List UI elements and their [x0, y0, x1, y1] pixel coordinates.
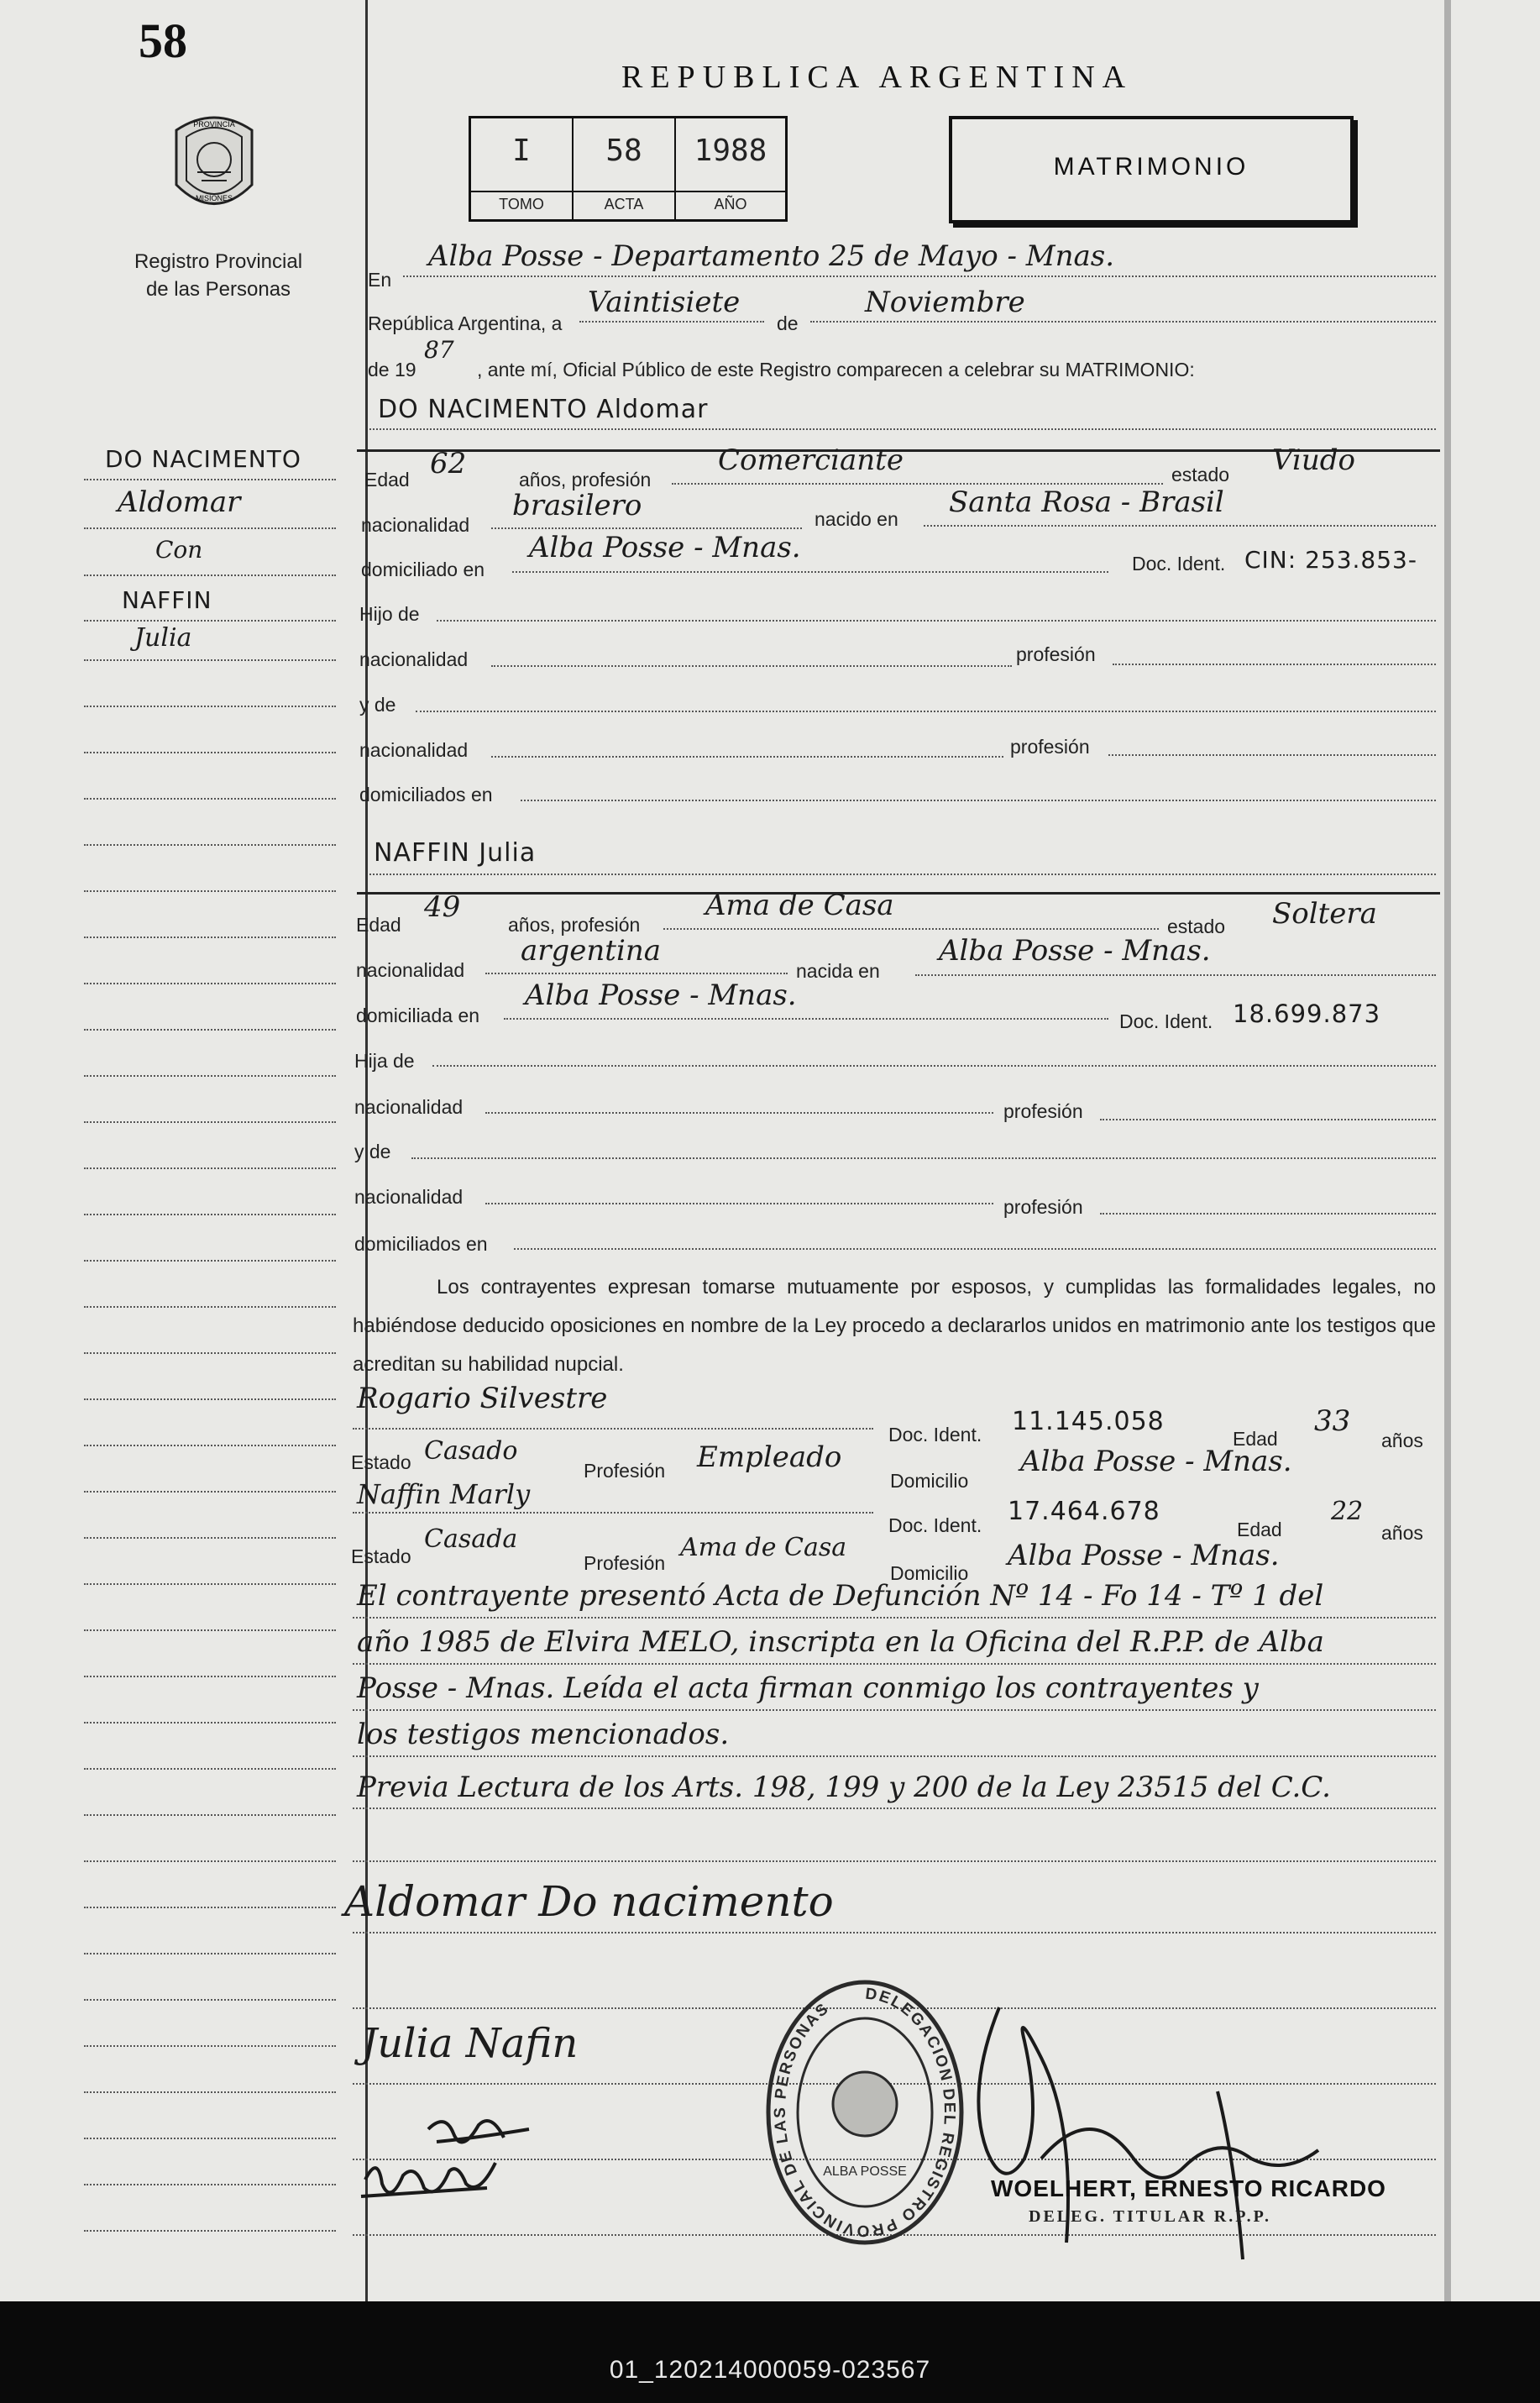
- official-seal-icon: [760, 1965, 970, 2251]
- official-stamp-name: WOELHERT, ERNESTO RICARDO: [991, 2175, 1386, 2201]
- groom-prof2-label: profesión: [1016, 643, 1096, 665]
- groom-profession: Comerciante: [718, 443, 904, 477]
- margin-note-line1: DO NACIMENTO: [105, 445, 301, 473]
- place-value: Alba Posse - Departamento 25 de Mayo - Mnas.: [428, 239, 1115, 273]
- margin-line: [84, 2184, 336, 2185]
- anio-cell: [676, 118, 785, 219]
- witness1-domicilio-label: Domicilio: [890, 1470, 969, 1492]
- year-prefix: de 19: [368, 359, 416, 380]
- groom-yde-label: y de: [359, 694, 396, 716]
- bride-nacionalidad-label: nacionalidad: [356, 959, 465, 981]
- witness2-age: 22: [1331, 1497, 1364, 1526]
- margin-line: [84, 1075, 336, 1077]
- witness1-domicile: Alba Posse - Mnas.: [1020, 1445, 1292, 1478]
- groom-domiciliado-label: domiciliado en: [361, 559, 485, 580]
- bride-separator: [357, 892, 1440, 895]
- margin-line: [84, 2230, 336, 2232]
- witness2-status: Casada: [424, 1524, 518, 1554]
- republic-label: República Argentina, a: [368, 312, 563, 334]
- note-line: [353, 1755, 1436, 1757]
- bride-yde-label: y de: [354, 1141, 391, 1162]
- witness2-profesion-label: Profesión: [584, 1552, 666, 1574]
- witness2-profession: Ama de Casa: [680, 1533, 847, 1562]
- groom-born-in: Santa Rosa - Brasil: [949, 485, 1224, 519]
- bride-nacida-label: nacida en: [796, 960, 880, 982]
- margin-line: [84, 1398, 336, 1400]
- official-stamp-title: DELEG. TITULAR R.P.P.: [1029, 2207, 1271, 2226]
- witness2-anios-label: años: [1381, 1522, 1423, 1544]
- groom-doc: CIN: 253.853-: [1244, 546, 1417, 574]
- margin-line: [84, 1722, 336, 1724]
- margin-line: [84, 1537, 336, 1539]
- groom-status: Viudo: [1272, 443, 1355, 477]
- seal-bottom-text: MISIONES: [195, 194, 233, 202]
- margin-line: [84, 1768, 336, 1770]
- bride-dom2-line: [514, 1248, 1436, 1250]
- witness2-domicile: Alba Posse - Mnas.: [1008, 1539, 1280, 1572]
- groom-born-line: [924, 525, 1436, 527]
- anio-label: AÑO: [676, 191, 785, 213]
- seal-ring-text: DELEGACION DEL REGISTRO PROVINCIAL DE LAS PERSONAS: [771, 1985, 959, 2240]
- note-line: [353, 1617, 1436, 1619]
- witness1-estado-label: Estado: [351, 1451, 411, 1473]
- witness1-profesion-label: Profesión: [584, 1460, 666, 1482]
- note-line-3: Posse - Mnas. Leída el acta firman conmigo los contrayentes y: [357, 1671, 1259, 1705]
- witness2-doc-label: Doc. Ident.: [888, 1514, 982, 1536]
- bride-nationality-line: [485, 973, 788, 974]
- act-type: MATRIMONIO: [1053, 153, 1249, 181]
- left-margin-column: [38, 0, 368, 2301]
- margin-line: [84, 1907, 336, 1908]
- groom-yde-line: [416, 711, 1436, 712]
- bride-profession: Ama de Casa: [705, 889, 894, 922]
- groom-signature: Aldomar Do nacimento: [344, 1877, 834, 1926]
- note-line: [353, 1932, 1436, 1933]
- bride-profession-line: [663, 928, 1159, 930]
- witness1-age: 33: [1314, 1404, 1351, 1438]
- groom-hijo-label: Hijo de: [359, 603, 420, 625]
- witness2-estado-label: Estado: [351, 1545, 411, 1567]
- note-line: [353, 1860, 1436, 1862]
- bride-domicile-line: [504, 1018, 1108, 1020]
- registry-name: Registro Provincial de las Personas: [134, 250, 303, 301]
- witness2-doc: 17.464.678: [1008, 1497, 1160, 1526]
- tomo-cell: [471, 118, 574, 219]
- bride-status: Soltera: [1272, 897, 1377, 931]
- groom-nac2-label: nacionalidad: [359, 648, 469, 670]
- margin-note-line3: Con: [155, 536, 203, 564]
- margin-line: [84, 479, 336, 480]
- bride-hija-label: Hija de: [354, 1050, 415, 1072]
- margin-line: [84, 1445, 336, 1446]
- note-line: [353, 1709, 1436, 1711]
- de-label: de: [777, 312, 799, 334]
- witness2-edad-label: Edad: [1237, 1519, 1282, 1540]
- margin-line: [84, 1999, 336, 2001]
- bride-born-line: [915, 974, 1436, 976]
- witness2-name: Naffin Marly: [357, 1478, 531, 1510]
- bride-edad-label: Edad: [356, 914, 401, 936]
- acta-label: ACTA: [574, 191, 674, 213]
- bride-hija-line: [432, 1065, 1436, 1067]
- groom-estado-label: estado: [1171, 464, 1230, 485]
- groom-nationality-line: [491, 527, 802, 529]
- act-type-box: [949, 116, 1354, 223]
- margin-note-line5: Julia: [134, 623, 192, 653]
- witness2-name-line: [353, 1512, 873, 1514]
- year-digits: 87: [424, 336, 454, 364]
- margin-line: [84, 2138, 336, 2139]
- note-line-2: año 1985 de Elvira MELO, inscripta en la Oficina del R.P.P. de Alba: [357, 1625, 1324, 1659]
- witness1-name: Rogario Silvestre: [357, 1382, 608, 1415]
- witness1-profession: Empleado: [697, 1440, 842, 1474]
- margin-line: [84, 2091, 336, 2093]
- place-line: [403, 275, 1436, 277]
- seal-top-text: PROVINCIA: [193, 120, 235, 129]
- bride-nac3-label: nacionalidad: [354, 1186, 464, 1208]
- margin-line: [84, 1167, 336, 1169]
- acta-cell: [574, 118, 676, 219]
- page-edge: [1444, 0, 1451, 2301]
- groom-dom2-line: [521, 800, 1436, 801]
- bride-prof3-label: profesión: [1003, 1196, 1083, 1218]
- act-number-box: [469, 116, 788, 222]
- margin-line: [84, 798, 336, 800]
- bride-born-in: Alba Posse - Mnas.: [939, 934, 1211, 968]
- bride-nationality: argentina: [521, 934, 662, 968]
- bride-nac2-line: [485, 1112, 993, 1114]
- margin-line: [84, 2045, 336, 2047]
- page-number: 58: [139, 13, 187, 68]
- groom-domicile-line: [512, 571, 1108, 573]
- witness1-status: Casado: [424, 1436, 518, 1466]
- margin-line: [84, 527, 336, 529]
- margin-line: [84, 1214, 336, 1215]
- footer-document-id: 01_120214000059-023567: [609, 2356, 931, 2384]
- margin-line: [84, 937, 336, 938]
- tomo-label: TOMO: [471, 191, 572, 213]
- margin-line: [84, 983, 336, 984]
- anio-value: 1988: [694, 134, 767, 168]
- provincial-seal-icon: [168, 105, 260, 223]
- bride-profesion-label: años, profesión: [508, 914, 641, 936]
- groom-prof3-line: [1108, 754, 1436, 756]
- witness1-doc-label: Doc. Ident.: [888, 1424, 982, 1445]
- note-line: [353, 1663, 1436, 1665]
- note-line-5: Previa Lectura de los Arts. 198, 199 y 200 de la Ley 23515 del C.C.: [357, 1771, 1331, 1804]
- footer-bar: [0, 2301, 1540, 2403]
- margin-line: [84, 844, 336, 846]
- witness1-edad-label: Edad: [1233, 1428, 1278, 1450]
- acta-value: 58: [605, 134, 642, 168]
- groom-prof3-label: profesión: [1010, 736, 1090, 758]
- margin-line: [84, 1491, 336, 1493]
- bride-name: NAFFIN Julia: [374, 838, 537, 868]
- groom-nationality: brasilero: [512, 489, 642, 522]
- groom-nacido-label: nacido en: [815, 508, 898, 530]
- groom-nac3-label: nacionalidad: [359, 739, 469, 761]
- bride-doc-label: Doc. Ident.: [1119, 1010, 1213, 1032]
- bride-domiciliada-label: domiciliada en: [356, 1005, 480, 1026]
- day-line: [579, 321, 764, 323]
- groom-profession-line: [672, 483, 1163, 485]
- bride-dom2-label: domiciliados en: [354, 1233, 488, 1255]
- witness2-domicilio-label: Domicilio: [890, 1562, 969, 1584]
- note-line-4: los testigos mencionados.: [357, 1718, 730, 1751]
- note-line-1: El contrayente presentó Acta de Defunción Nº 14 - Fo 14 - Tº 1 del: [357, 1579, 1324, 1613]
- month-line: [810, 321, 1436, 323]
- bride-prof2-line: [1100, 1119, 1436, 1120]
- bride-name-line: [369, 874, 1436, 875]
- margin-line: [84, 1676, 336, 1677]
- margin-line: [84, 659, 336, 661]
- margin-note-line4: NAFFIN: [122, 586, 212, 614]
- margin-line: [84, 1814, 336, 1816]
- witness1-doc: 11.145.058: [1012, 1407, 1165, 1436]
- groom-nacionalidad-label: nacionalidad: [361, 514, 470, 536]
- bride-age: 49: [424, 890, 461, 924]
- bride-doc: 18.699.873: [1233, 1000, 1381, 1028]
- margin-line: [84, 1352, 336, 1354]
- margin-line: [84, 575, 336, 576]
- bride-signature: Julia Nafin: [361, 2020, 579, 2067]
- note-line: [353, 1807, 1436, 1809]
- bride-nac2-label: nacionalidad: [354, 1096, 464, 1118]
- month-value: Noviembre: [865, 286, 1025, 319]
- margin-line: [84, 1953, 336, 1954]
- groom-nac3-line: [491, 756, 1003, 758]
- bride-domicile: Alba Posse - Mnas.: [525, 979, 797, 1012]
- margin-line: [84, 1121, 336, 1123]
- witness1-anios-label: años: [1381, 1430, 1423, 1451]
- margin-line: [84, 620, 336, 622]
- margin-note-line2: Aldomar: [118, 485, 241, 519]
- bride-prof3-line: [1100, 1213, 1436, 1215]
- intro-statement: , ante mí, Oficial Público de este Registro comparecen a celebrar su MATRIMONIO:: [477, 359, 1195, 380]
- margin-line: [84, 706, 336, 707]
- groom-age: 62: [430, 447, 467, 480]
- margin-line: [84, 1260, 336, 1262]
- en-label: En: [368, 269, 392, 291]
- day-value: Vaintisiete: [588, 286, 741, 319]
- groom-doc-label: Doc. Ident.: [1132, 553, 1226, 575]
- bride-estado-label: estado: [1167, 916, 1226, 937]
- margin-line: [84, 1629, 336, 1631]
- groom-profesion-label: años, profesión: [519, 469, 652, 491]
- groom-name-line: [369, 428, 1436, 430]
- seal-center-text: ALBA POSSE: [823, 2164, 907, 2179]
- tomo-value: I: [512, 134, 531, 168]
- margin-line: [84, 752, 336, 753]
- groom-nac2-line: [491, 665, 1012, 667]
- witness1-name-line: [353, 1428, 873, 1430]
- groom-hijo-line: [437, 620, 1436, 622]
- groom-dom2-label: domiciliados en: [359, 784, 493, 805]
- groom-edad-label: Edad: [364, 469, 410, 491]
- margin-line: [84, 890, 336, 892]
- bride-prof2-label: profesión: [1003, 1100, 1083, 1122]
- country-heading: REPUBLICA ARGENTINA: [621, 60, 1134, 95]
- declaration-text: Los contrayentes expresan tomarse mutuamente por esposos, y cumplidas las formalidades legales, no habiéndose deducido oposiciones en nombre de la Ley procedo a declararlos unidos en matrimonio ante los testigos que acreditan su habilidad nupcial.: [353, 1276, 1436, 1376]
- groom-domicile: Alba Posse - Mnas.: [529, 531, 801, 564]
- margin-line: [84, 1306, 336, 1308]
- margin-line: [84, 1583, 336, 1585]
- bride-nac3-line: [485, 1203, 993, 1204]
- bride-yde-line: [411, 1157, 1436, 1159]
- groom-prof2-line: [1113, 664, 1436, 665]
- groom-name: DO NACIMENTO Aldomar: [378, 395, 709, 424]
- margin-line: [84, 1860, 336, 1862]
- margin-line: [84, 1029, 336, 1031]
- witness-signatures-scribble: [353, 2104, 554, 2222]
